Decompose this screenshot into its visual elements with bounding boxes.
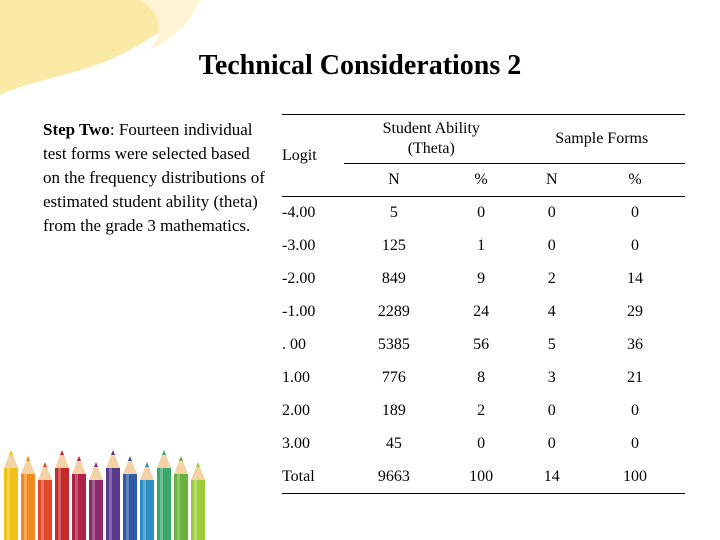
row-ability-n: 125 bbox=[381, 237, 406, 254]
body-text: : Fourteen individual test forms were selected based on the frequency distributions of estimated student ability (theta) from the grade 3 mathematics. bbox=[43, 120, 265, 235]
pencil-shine bbox=[126, 474, 129, 540]
pencil-lead bbox=[162, 450, 166, 455]
pencil bbox=[123, 456, 137, 540]
pencil-lead bbox=[43, 462, 47, 467]
row-forms-pct: 0 bbox=[631, 435, 640, 452]
pencil-lead bbox=[26, 456, 30, 461]
pencil bbox=[72, 456, 86, 540]
pencil-body bbox=[21, 474, 35, 540]
subheader-forms-pct: % bbox=[628, 171, 642, 188]
pencil-shine bbox=[177, 474, 180, 540]
row-forms-n: 4 bbox=[547, 303, 556, 320]
row-ability-n: 5 bbox=[389, 204, 398, 222]
subheader-ability-n: N bbox=[388, 171, 400, 188]
pencil-body bbox=[191, 480, 205, 540]
pencil-body bbox=[123, 474, 137, 540]
row-forms-n: 3 bbox=[547, 369, 556, 386]
row-forms-n: 5 bbox=[547, 336, 556, 353]
row-ability-n: 849 bbox=[381, 270, 406, 287]
pencil-body bbox=[140, 480, 154, 540]
row-logit: -2.00 bbox=[282, 270, 316, 287]
row-ability-pct: 24 bbox=[473, 303, 490, 320]
pencil-shine bbox=[92, 480, 95, 540]
pencil-lead bbox=[179, 456, 183, 461]
row-logit: . 00 bbox=[282, 336, 306, 353]
pencil-lead bbox=[60, 450, 64, 455]
pencil-shine bbox=[24, 474, 27, 540]
table-row bbox=[282, 395, 685, 428]
row-logit: 3.00 bbox=[282, 435, 310, 452]
header-logit: Logit bbox=[282, 146, 317, 164]
pencil-body bbox=[157, 468, 171, 540]
row-forms-pct: 0 bbox=[631, 237, 640, 254]
body-lead: Step Two bbox=[43, 120, 110, 139]
row-ability-pct: 0 bbox=[477, 435, 486, 452]
row-forms-pct: 100 bbox=[623, 467, 648, 485]
row-ability-pct: 2 bbox=[477, 402, 486, 419]
row-logit: 2.00 bbox=[282, 402, 310, 419]
table-row bbox=[282, 263, 685, 296]
table-header-row bbox=[282, 115, 685, 164]
pencil-lead bbox=[196, 462, 200, 467]
pencil-body bbox=[4, 468, 18, 540]
pencil-body bbox=[38, 480, 52, 540]
header-sample-forms: Sample Forms bbox=[518, 115, 685, 164]
pencil bbox=[157, 450, 171, 540]
pencil-shine bbox=[58, 468, 61, 540]
pencil-body bbox=[72, 474, 86, 540]
row-ability-n: 776 bbox=[381, 369, 406, 386]
pencil bbox=[21, 456, 35, 540]
row-logit: Total bbox=[282, 467, 315, 485]
row-logit: -1.00 bbox=[282, 303, 316, 320]
pencil-body bbox=[89, 480, 103, 540]
row-logit: -4.00 bbox=[282, 204, 316, 222]
row-forms-pct: 0 bbox=[631, 402, 640, 419]
pencil-shine bbox=[75, 474, 78, 540]
pencil-shine bbox=[41, 480, 44, 540]
table-row bbox=[282, 296, 685, 329]
row-forms-pct: 14 bbox=[627, 270, 644, 287]
row-ability-n: 2289 bbox=[377, 303, 410, 320]
row-ability-pct: 8 bbox=[477, 369, 486, 386]
pencil-lead bbox=[77, 456, 81, 461]
pencil bbox=[89, 462, 103, 540]
pencil bbox=[4, 450, 18, 540]
pencil bbox=[191, 462, 205, 540]
slide-body-text bbox=[43, 118, 265, 238]
pencil-lead bbox=[94, 462, 98, 467]
table-row bbox=[282, 461, 685, 494]
pencil-lead bbox=[145, 462, 149, 467]
pencil-shine bbox=[109, 468, 112, 540]
slide-title: Technical Considerations 2 bbox=[198, 50, 522, 81]
row-ability-pct: 1 bbox=[477, 237, 486, 254]
row-ability-n: 45 bbox=[385, 435, 402, 452]
row-ability-n: 189 bbox=[381, 402, 406, 419]
row-ability-n: 9663 bbox=[377, 467, 410, 485]
row-forms-pct: 21 bbox=[627, 369, 644, 386]
row-ability-pct: 0 bbox=[477, 204, 486, 222]
pencil bbox=[106, 450, 120, 540]
row-forms-n: 0 bbox=[547, 402, 556, 419]
pencil bbox=[174, 456, 188, 540]
pencil-body bbox=[174, 474, 188, 540]
row-forms-pct: 29 bbox=[627, 303, 644, 320]
pencil-shine bbox=[160, 468, 163, 540]
row-ability-pct: 100 bbox=[469, 467, 494, 485]
row-forms-n: 0 bbox=[547, 237, 556, 254]
pencil-body bbox=[106, 468, 120, 540]
row-ability-pct: 56 bbox=[473, 336, 490, 353]
table-body bbox=[282, 197, 685, 494]
pencil-lead bbox=[9, 450, 13, 455]
pencil-body bbox=[55, 468, 69, 540]
row-forms-pct: 36 bbox=[627, 336, 644, 353]
subheader-ability-pct: % bbox=[474, 171, 488, 188]
row-ability-n: 5385 bbox=[377, 336, 410, 353]
pencil-shine bbox=[143, 480, 146, 540]
pencil-shine bbox=[7, 468, 10, 540]
row-forms-pct: 0 bbox=[631, 204, 640, 222]
row-ability-pct: 9 bbox=[477, 270, 486, 287]
pencil-lead bbox=[128, 456, 132, 461]
header-student-ability bbox=[344, 115, 518, 164]
pencil bbox=[55, 450, 69, 540]
table-row bbox=[282, 197, 685, 230]
row-logit: 1.00 bbox=[282, 369, 310, 386]
subheader-forms-n: N bbox=[546, 171, 558, 188]
pencil bbox=[140, 462, 154, 540]
row-forms-n: 0 bbox=[547, 435, 556, 452]
frequency-table bbox=[282, 114, 685, 494]
pencil-shine bbox=[194, 480, 197, 540]
table-row bbox=[282, 230, 685, 263]
pencil-lead bbox=[111, 450, 115, 455]
table-row bbox=[282, 329, 685, 362]
row-forms-n: 0 bbox=[547, 204, 556, 222]
table-row bbox=[282, 428, 685, 461]
row-forms-n: 14 bbox=[543, 467, 560, 485]
table-row bbox=[282, 362, 685, 395]
header-ability-line2: (Theta) bbox=[407, 140, 455, 157]
row-forms-n: 2 bbox=[547, 270, 556, 287]
pencils-illustration bbox=[0, 440, 220, 540]
pencil bbox=[38, 462, 52, 540]
row-logit: -3.00 bbox=[282, 237, 316, 254]
header-ability-line1: Student Ability bbox=[382, 120, 480, 137]
